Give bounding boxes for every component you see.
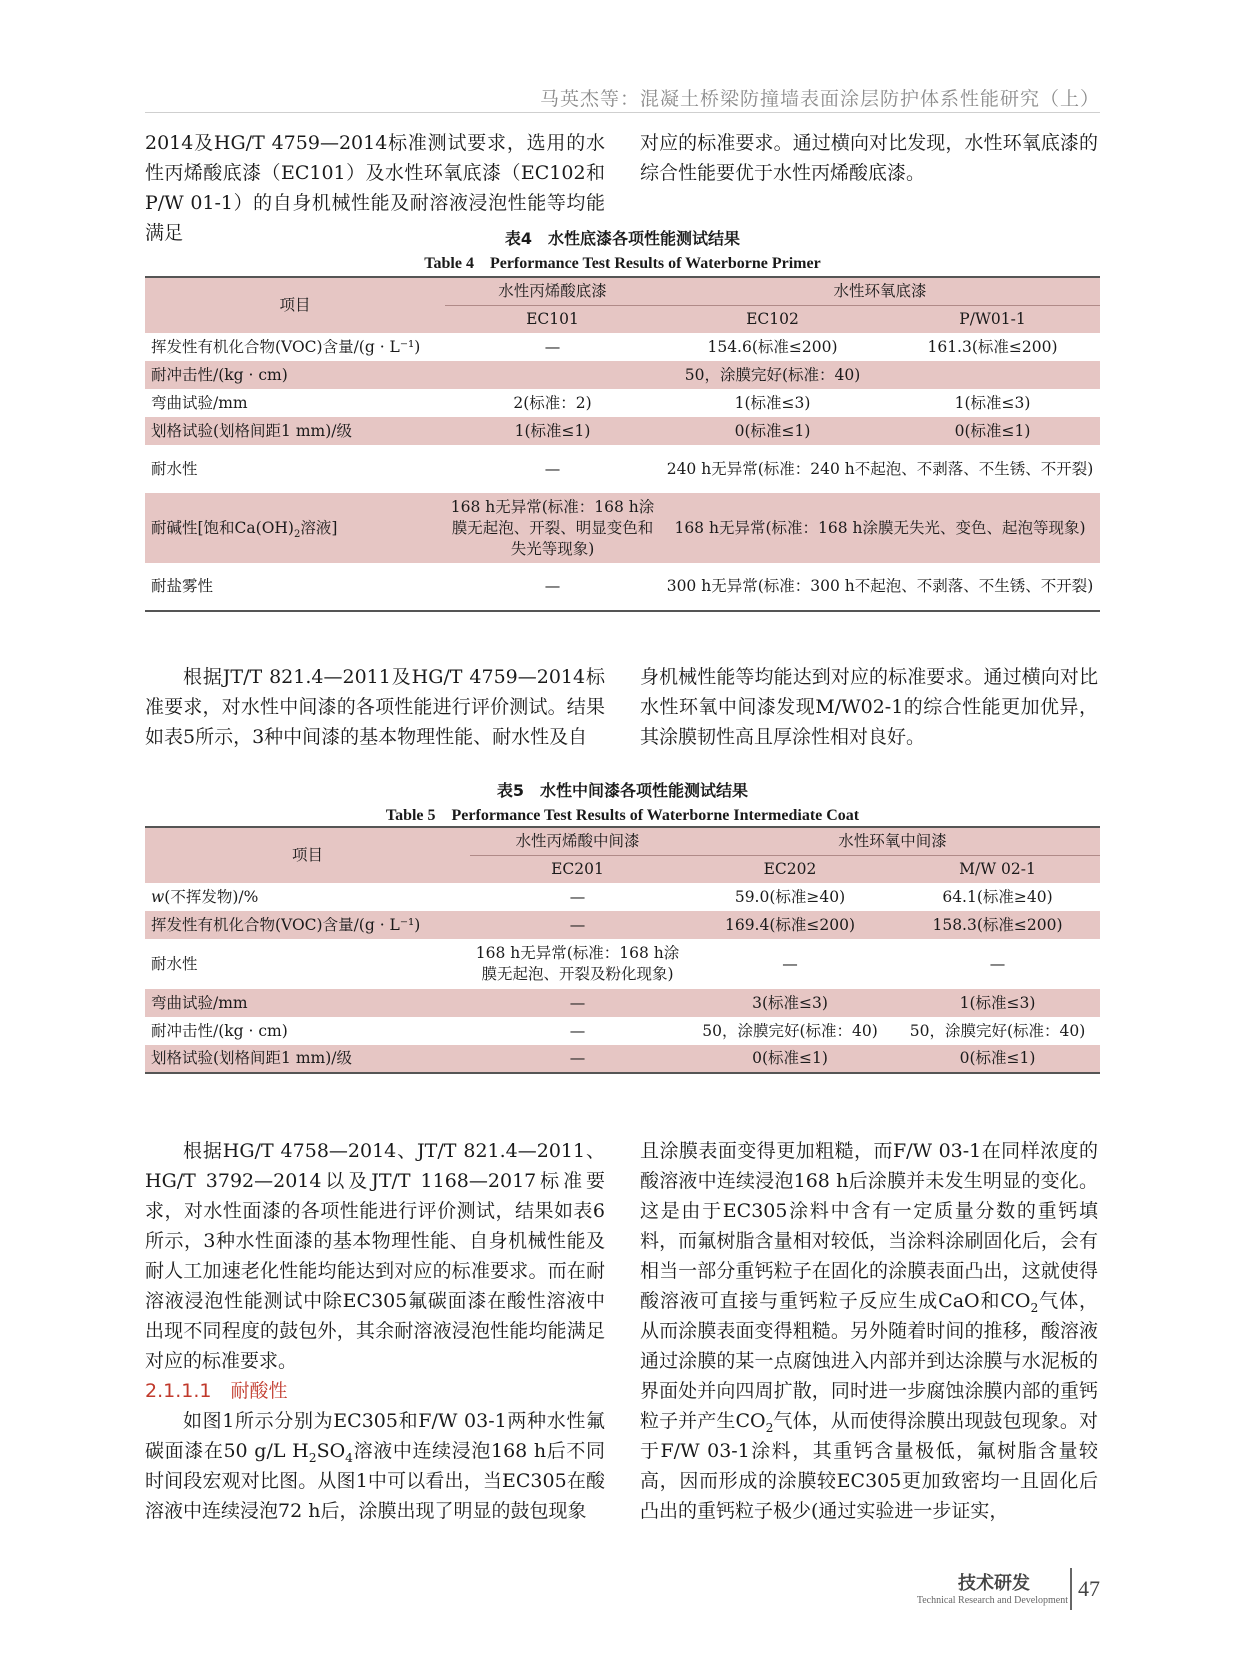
footer-divider xyxy=(1070,1568,1072,1610)
table4-col1: EC101 xyxy=(445,305,660,333)
table4-caption-en: Table 4 Performance Test Results of Waterborne Primer xyxy=(424,255,821,272)
table4-col2: EC102 xyxy=(660,305,885,333)
para3-right-text: 且涂膜表面变得更加粗糙，而F/W 03-1在同样浓度的酸溶液中连续浸泡168 h后涂膜并未发生明显的变化。这是由于EC305涂料中含有一定质量分数的重钙填料，而氟树脂含量相对较低，当涂料涂刷固化后，会有相当一部分重钙粒子在固化的涂膜表面凸出，这就使得酸溶液可直接与重钙粒子反应生成CaO和$CO_2$气体，从而涂膜表面变得粗糙。另外随着时间的推移，酸溶液通过涂膜的某一点腐蚀进入内部并到达涂膜与水泥板的界面处并向四周扩散，同时进一步腐蚀涂膜内部的重钙粒子并产生$CO_2$气体，从而使得涂膜出现鼓包现象。对于F/W 03-1涂料，其重钙含量极低，氟树脂含量较高，因而形成的涂膜较EC305更加致密均一且固化后凸出的重钙粒子极少(通过实验进一步证实， xyxy=(640,1140,1098,1522)
table-cell: 0(标准≤1) xyxy=(895,1045,1100,1073)
table-cell: 168 h无异常(标准：168 h涂膜无起泡、开裂及粉化现象) xyxy=(475,944,680,983)
table-cell: — xyxy=(470,1045,685,1073)
table-cell: — xyxy=(445,563,660,611)
table-cell: 2(标准：2) xyxy=(513,393,592,412)
table-cell: 0(标准≤1) xyxy=(660,417,885,445)
table-cell: — xyxy=(782,954,798,973)
table-cell: — xyxy=(569,887,586,906)
table-row xyxy=(145,911,1100,939)
table-cell: 300 h无异常(标准：300 h不起泡、不剥落、不生锈、不开裂) xyxy=(660,563,1100,611)
table-cell: — xyxy=(544,337,561,356)
table-row xyxy=(145,493,1100,563)
para1-right xyxy=(640,128,1098,188)
table4-caption xyxy=(145,226,1100,276)
table4-col3: P/W01-1 xyxy=(885,305,1100,333)
table-cell: 1(标准≤3) xyxy=(895,989,1100,1017)
table-row xyxy=(145,1017,1100,1045)
table-cell: 3(标准≤3) xyxy=(685,989,895,1017)
para2-left xyxy=(145,662,605,752)
table5-col2: EC202 xyxy=(685,855,895,883)
table-cell: 耐水性 xyxy=(151,459,198,478)
table-cell: — xyxy=(569,1021,586,1040)
table-cell: 划格试验(划格间距1 mm)/级 xyxy=(145,417,445,445)
table5-header-row1 xyxy=(145,827,1100,855)
table4-head-item: 项目 xyxy=(145,277,445,333)
running-head: 马英杰等：混凝土桥梁防撞墙表面涂层防护体系性能研究（上） xyxy=(539,88,1100,110)
table-row xyxy=(145,883,1100,911)
table-cell: 154.6(标准≤200) xyxy=(707,337,838,356)
table5-head-item: 项目 xyxy=(145,827,470,883)
table-cell: 0(标准≤1) xyxy=(685,1045,895,1073)
table-cell: w(不挥发物)/% xyxy=(151,887,259,906)
table-cell: 1(标准≤3) xyxy=(954,393,1031,412)
section-heading: 2.1.1.1 耐酸性 xyxy=(145,1380,288,1402)
table-cell: 弯曲试验/mm xyxy=(151,393,248,412)
table-cell: 59.0(标准≥40) xyxy=(734,887,846,906)
table-cell: 168 h无异常(标准：168 h涂膜无失光、变色、起泡等现象) xyxy=(660,493,1100,563)
table-cell: — xyxy=(544,459,561,478)
table-row xyxy=(145,1045,1100,1073)
table5-caption xyxy=(145,778,1100,828)
table-cell: 64.1(标准≥40) xyxy=(942,887,1053,906)
para3-right xyxy=(640,1136,1098,1526)
table-cell: 240 h无异常(标准：240 h不起泡、不剥落、不生锈、不开裂) xyxy=(666,459,1094,478)
table4-header-row1 xyxy=(145,277,1100,305)
para2-right xyxy=(640,662,1098,752)
table-cell: 158.3(标准≤200) xyxy=(895,911,1100,939)
para3-left2-text: 如图1所示分别为EC305和F/W 03-1两种水性氟碳面漆在50 g/L $H_2SO_4$溶液中连续浸泡168 h后不同时间段宏观对比图。从图1中可以看出，当EC305在酸溶液中连续浸泡72 h后，涂膜出现了明显的鼓包现象 xyxy=(145,1410,605,1522)
table-cell: 挥发性有机化合物(VOC)含量/(g · L⁻¹) xyxy=(145,911,470,939)
para2-right-text: 身机械性能等均能达到对应的标准要求。通过横向对比水性环氧中间漆发现M/W02-1的综合性能更加优异，其涂膜韧性高且厚涂性相对良好。 xyxy=(640,666,1098,748)
footer-section-subtitle: Technical Research and Development xyxy=(916,1595,1068,1606)
table-row xyxy=(145,361,1100,389)
table-cell: 耐水性 xyxy=(151,954,198,973)
para1-right-text: 对应的标准要求。通过横向对比发现，水性环氧底漆的综合性能要优于水性丙烯酸底漆。 xyxy=(640,132,1098,184)
table-cell: 0(标准≤1) xyxy=(885,417,1100,445)
table-cell: — xyxy=(470,989,685,1017)
table-row xyxy=(145,989,1100,1017)
table-cell: — xyxy=(989,954,1006,973)
table-row xyxy=(145,333,1100,361)
table-row xyxy=(145,417,1100,445)
table-cell: 1(标准≤3) xyxy=(734,393,811,412)
table5-group1: 水性丙烯酸中间漆 xyxy=(470,827,685,855)
table-cell: 161.3(标准≤200) xyxy=(927,337,1058,356)
table5-group2: 水性环氧中间漆 xyxy=(685,827,1100,855)
table-cell: 169.4(标准≤200) xyxy=(685,911,895,939)
table-row xyxy=(145,445,1100,493)
page-number: 47 xyxy=(1078,1576,1100,1601)
table-cell: 弯曲试验/mm xyxy=(145,989,470,1017)
table4 xyxy=(145,276,1100,612)
table-row xyxy=(145,389,1100,417)
para2-left-text: 根据JT/T 821.4—2011及HG/T 4759—2014标准要求，对水性中间漆的各项性能进行评价测试。结果如表5所示，3种中间漆的基本物理性能、耐水性及自 xyxy=(145,666,605,748)
para1-left-text: 2014及HG/T 4759—2014标准测试要求，选用的水性丙烯酸底漆（EC101）及水性环氧底漆（EC102和P/W 01-1）的自身机械性能及耐溶液浸泡性能等均能满足 xyxy=(145,132,605,244)
table-cell: 耐冲击性/(kg · cm) xyxy=(145,361,445,389)
table-cell: 50，涂膜完好(标准：40) xyxy=(702,1021,878,1040)
table-cell: 耐冲击性/(kg · cm) xyxy=(151,1021,288,1040)
table4-group1: 水性丙烯酸底漆 xyxy=(445,277,660,305)
table-cell: 耐碱性[饱和$Ca(OH)_2$溶液] xyxy=(145,493,445,563)
table-cell: 耐盐雾性 xyxy=(145,563,445,611)
table4-caption-zh: 表4 水性底漆各项性能测试结果 xyxy=(504,229,741,248)
table-cell: 168 h无异常(标准：168 h涂膜无起泡、开裂、明显变色和失光等现象) xyxy=(445,493,660,563)
table-row xyxy=(145,563,1100,611)
table-cell: 50，涂膜完好(标准：40) xyxy=(909,1021,1086,1040)
para3-left xyxy=(145,1136,605,1526)
footer-section-title: 技术研发 xyxy=(958,1573,1030,1594)
table4-group2: 水性环氧底漆 xyxy=(660,277,1100,305)
table-cell: 挥发性有机化合物(VOC)含量/(g · L⁻¹) xyxy=(151,337,421,356)
table5-caption-en: Table 5 Performance Test Results of Waterborne Intermediate Coat xyxy=(385,807,860,824)
table-cell: 50，涂膜完好(标准：40) xyxy=(445,361,1100,389)
header-rule xyxy=(145,112,1100,113)
table5 xyxy=(145,826,1100,1074)
table5-caption-zh: 表5 水性中间漆各项性能测试结果 xyxy=(496,781,749,800)
table5-col1: EC201 xyxy=(470,855,685,883)
para3-left-text: 根据HG/T 4758—2014、JT/T 821.4—2011、HG/T 3792—2014以及JT/T 1168—2017标准要求，对水性面漆的各项性能进行评价测试，结果如表6所示，3种水性面漆的基本物理性能、自身机械性能及耐人工加速老化性能均能达到对应的标准要求。而在耐溶液浸泡性能测试中除EC305氟碳面漆在酸性溶液中出现不同程度的鼓包外，其余耐溶液浸泡性能均能满足对应的标准要求。 xyxy=(145,1140,605,1372)
table-cell: 划格试验(划格间距1 mm)/级 xyxy=(145,1045,470,1073)
table-cell: 1(标准≤1) xyxy=(445,417,660,445)
table-row xyxy=(145,939,1100,989)
table-cell: — xyxy=(470,911,685,939)
table5-col3: M/W 02-1 xyxy=(895,855,1100,883)
